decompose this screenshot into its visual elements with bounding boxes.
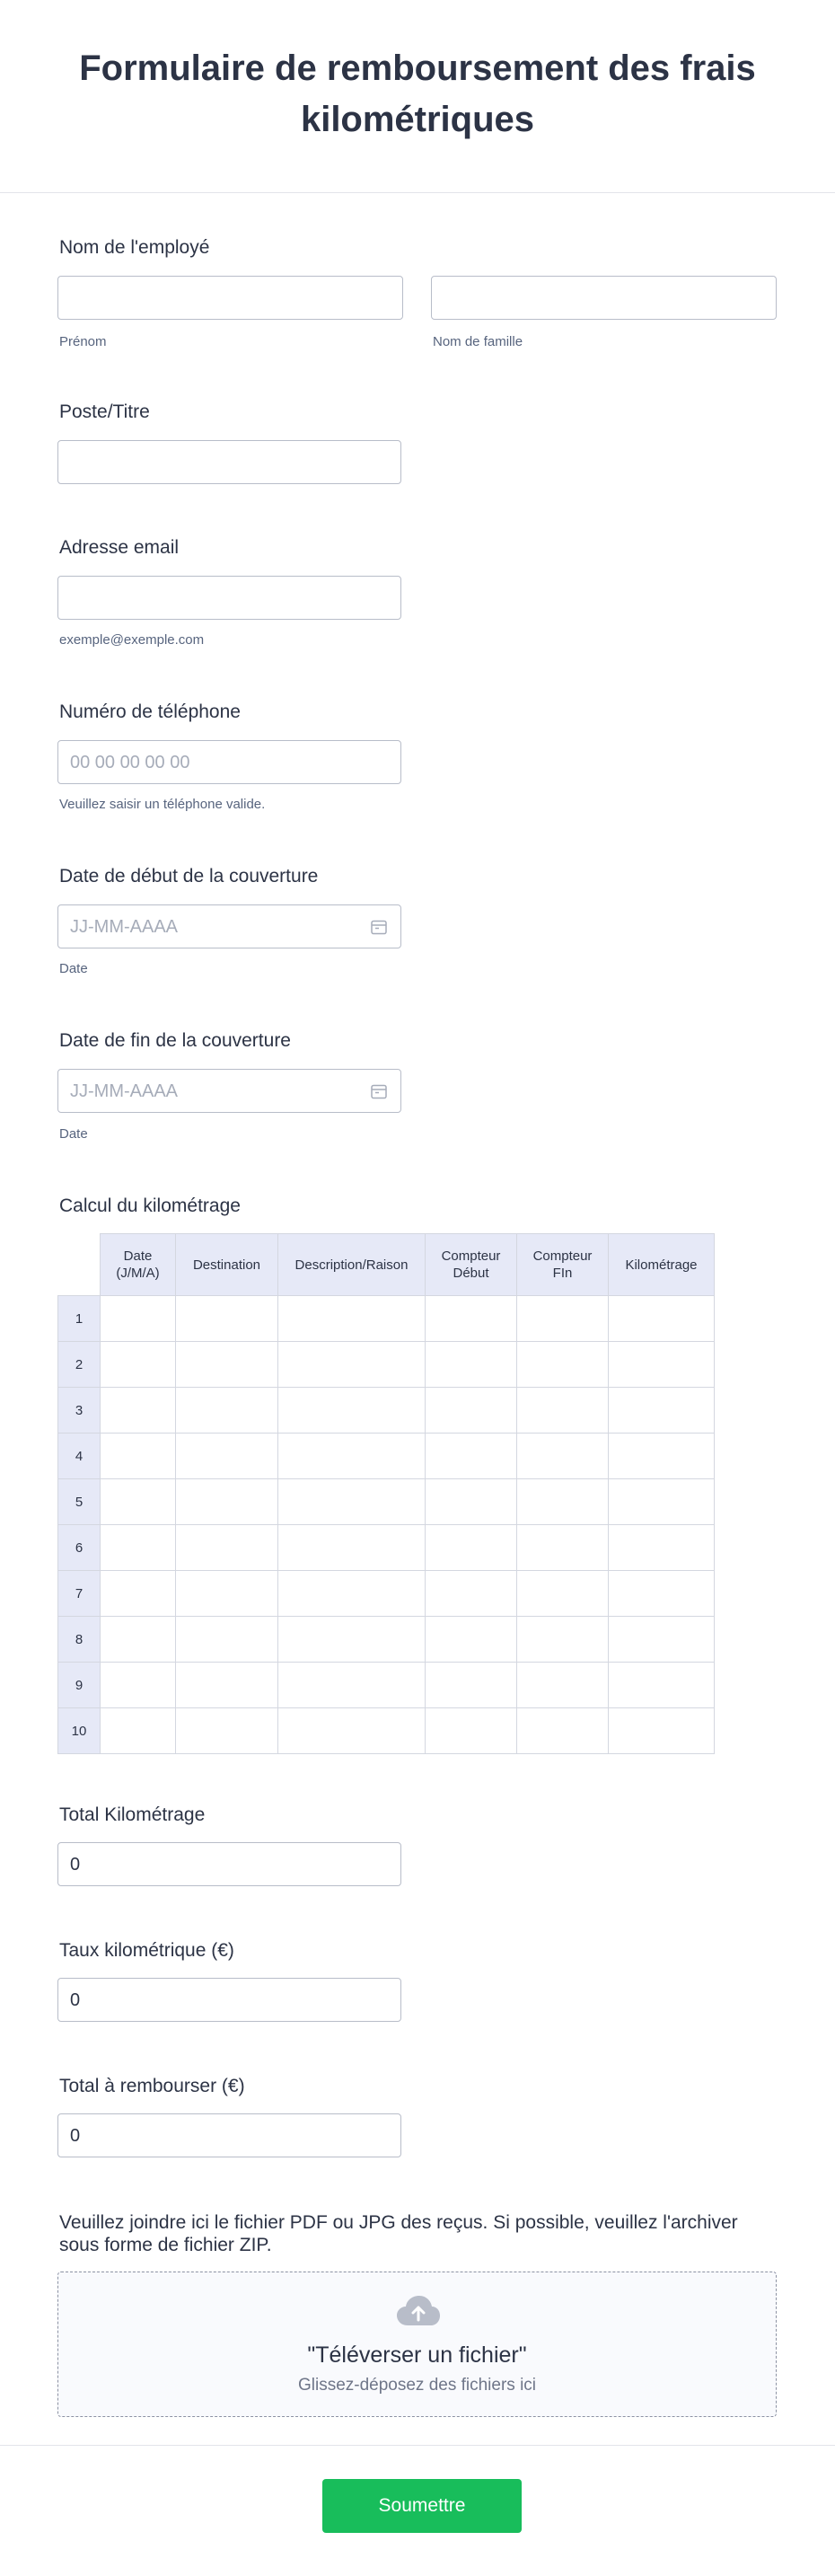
table-cell-input[interactable] [176,1708,278,1754]
table-cell-input[interactable] [278,1388,426,1434]
table-cell-input[interactable] [426,1388,517,1434]
end-date-input[interactable]: JJ-MM-AAAA [57,1069,401,1113]
row-number: 3 [58,1388,101,1434]
last-name-input[interactable] [431,276,777,320]
table-cell-input[interactable] [278,1571,426,1617]
table-cell-input[interactable] [517,1708,609,1754]
table-cell-input[interactable] [517,1571,609,1617]
total-refund-label: Total à rembourser (€) [59,2076,245,2096]
table-cell-input[interactable] [278,1296,426,1342]
table-cell-input[interactable] [101,1617,176,1663]
table-column-header [517,1234,609,1296]
total-km-label: Total Kilométrage [59,1804,206,1825]
upload-subtitle: Glissez-déposez des fichiers ici [297,2376,537,2395]
cloud-upload-icon [396,2295,441,2327]
table-column-header [176,1234,278,1296]
table-cell-input[interactable] [101,1388,176,1434]
table-cell-input[interactable] [176,1434,278,1479]
start-date-sublabel: Date [59,961,88,976]
last-name-sublabel: Nom de famille [433,334,523,349]
table-cell-input[interactable] [426,1663,517,1708]
table-cell-input[interactable] [278,1663,426,1708]
upload-label: Veuillez joindre ici le fichier PDF ou JPG des reçus. Si possible, veuillez l'archiver sous forme de fichier ZIP. [59,2212,738,2255]
table-cell-input[interactable] [176,1571,278,1617]
table-cell-input[interactable] [426,1296,517,1342]
column-header-text: Date [123,1248,153,1264]
table-cell-input[interactable] [609,1434,715,1479]
column-header-text: (J/M/A) [116,1266,160,1281]
table-cell-input[interactable] [609,1388,715,1434]
column-header-text: Compteur [441,1248,501,1264]
table-column-header [426,1234,517,1296]
table-cell-input[interactable] [278,1617,426,1663]
table-row [58,1342,715,1388]
first-name-input[interactable] [57,276,403,320]
table-cell-input[interactable] [101,1296,176,1342]
table-cell-input[interactable] [426,1571,517,1617]
table-cell-input[interactable] [176,1342,278,1388]
employee-name-label: Nom de l'employé [59,237,210,258]
table-cell-input[interactable] [517,1479,609,1525]
table-corner [58,1234,101,1296]
table-cell-input[interactable] [517,1525,609,1571]
row-number: 7 [58,1571,101,1617]
table-row [58,1525,715,1571]
first-name-sublabel: Prénom [59,334,107,349]
table-cell-input[interactable] [176,1525,278,1571]
table-cell-input[interactable] [176,1617,278,1663]
end-date-sublabel: Date [59,1126,88,1142]
table-cell-input[interactable] [609,1479,715,1525]
column-header-text: FIn [552,1266,573,1281]
table-cell-input[interactable] [101,1479,176,1525]
file-upload-dropzone[interactable] [57,2272,777,2417]
table-cell-input[interactable] [426,1525,517,1571]
row-number: 1 [58,1296,101,1342]
table-cell-input[interactable] [517,1296,609,1342]
table-cell-input[interactable] [609,1708,715,1754]
table-cell-input[interactable] [609,1296,715,1342]
table-cell-input[interactable] [101,1525,176,1571]
column-header-text: Description/Raison [294,1257,409,1273]
table-cell-input[interactable] [517,1617,609,1663]
table-cell-input[interactable] [426,1434,517,1479]
table-cell-input[interactable] [278,1342,426,1388]
total-km-input[interactable]: 0 [57,1842,401,1886]
form-header [0,0,835,193]
column-header-text: Destination [192,1257,261,1273]
table-cell-input[interactable] [517,1663,609,1708]
table-column-header [609,1234,715,1296]
table-cell-input[interactable] [609,1342,715,1388]
position-input[interactable] [57,440,401,484]
mileage-table [57,1233,715,1754]
email-label: Adresse email [59,537,180,558]
form-footer [0,2445,835,2576]
table-cell-input[interactable] [101,1708,176,1754]
start-date-label: Date de début de la couverture [59,866,319,887]
row-number: 4 [58,1434,101,1479]
calendar-icon[interactable] [370,1082,388,1100]
table-row [58,1663,715,1708]
table-cell-input[interactable] [609,1663,715,1708]
row-number: 9 [58,1663,101,1708]
row-number: 2 [58,1342,101,1388]
row-number: 6 [58,1525,101,1571]
table-cell-input[interactable] [426,1708,517,1754]
table-cell-input[interactable] [176,1663,278,1708]
table-cell-input[interactable] [609,1571,715,1617]
table-row [58,1434,715,1479]
table-row [58,1617,715,1663]
table-cell-input[interactable] [278,1434,426,1479]
table-cell-input[interactable] [101,1434,176,1479]
phone-sublabel: Veuillez saisir un téléphone valide. [59,797,266,812]
table-cell-input[interactable] [426,1617,517,1663]
phone-input[interactable]: 00 00 00 00 00 [57,740,401,784]
table-cell-input[interactable] [101,1571,176,1617]
table-cell-input[interactable] [176,1479,278,1525]
table-cell-input[interactable] [426,1479,517,1525]
table-row [58,1296,715,1342]
email-sublabel: exemple@exemple.com [59,632,205,648]
table-cell-input[interactable] [426,1342,517,1388]
mileage-label: Calcul du kilométrage [59,1195,241,1216]
row-number: 10 [58,1708,101,1754]
total-refund-input[interactable]: 0 [57,2113,401,2157]
table-cell-input[interactable] [176,1388,278,1434]
column-header-text: Compteur [532,1248,593,1264]
table-cell-input[interactable] [517,1434,609,1479]
calendar-icon[interactable] [370,918,388,936]
row-number: 8 [58,1617,101,1663]
table-column-header [101,1234,176,1296]
table-cell-input[interactable] [517,1388,609,1434]
row-number: 5 [58,1479,101,1525]
table-cell-input[interactable] [517,1342,609,1388]
table-cell-input[interactable] [101,1663,176,1708]
table-row [58,1479,715,1525]
email-input[interactable] [57,576,401,620]
table-cell-input[interactable] [278,1708,426,1754]
upload-title: "Téléverser un fichier" [307,2342,527,2368]
table-cell-input[interactable] [278,1525,426,1571]
start-date-input[interactable]: JJ-MM-AAAA [57,904,401,948]
column-header-text: Début [453,1266,489,1281]
table-row [58,1571,715,1617]
end-date-label: Date de fin de la couverture [59,1030,291,1051]
table-cell-input[interactable] [278,1479,426,1525]
rate-label: Taux kilométrique (€) [59,1940,234,1961]
table-column-header [278,1234,426,1296]
page-title: Formulaire de remboursement des frais kilométriques [79,49,756,139]
submit-button[interactable]: Soumettre [322,2479,522,2533]
position-label: Poste/Titre [59,401,150,422]
table-cell-input[interactable] [609,1525,715,1571]
table-cell-input[interactable] [101,1342,176,1388]
column-header-text: Kilométrage [625,1257,698,1273]
table-row [58,1388,715,1434]
table-row [58,1708,715,1754]
table-cell-input[interactable] [609,1617,715,1663]
phone-label: Numéro de téléphone [59,701,241,722]
table-cell-input[interactable] [176,1296,278,1342]
rate-input[interactable]: 0 [57,1978,401,2022]
